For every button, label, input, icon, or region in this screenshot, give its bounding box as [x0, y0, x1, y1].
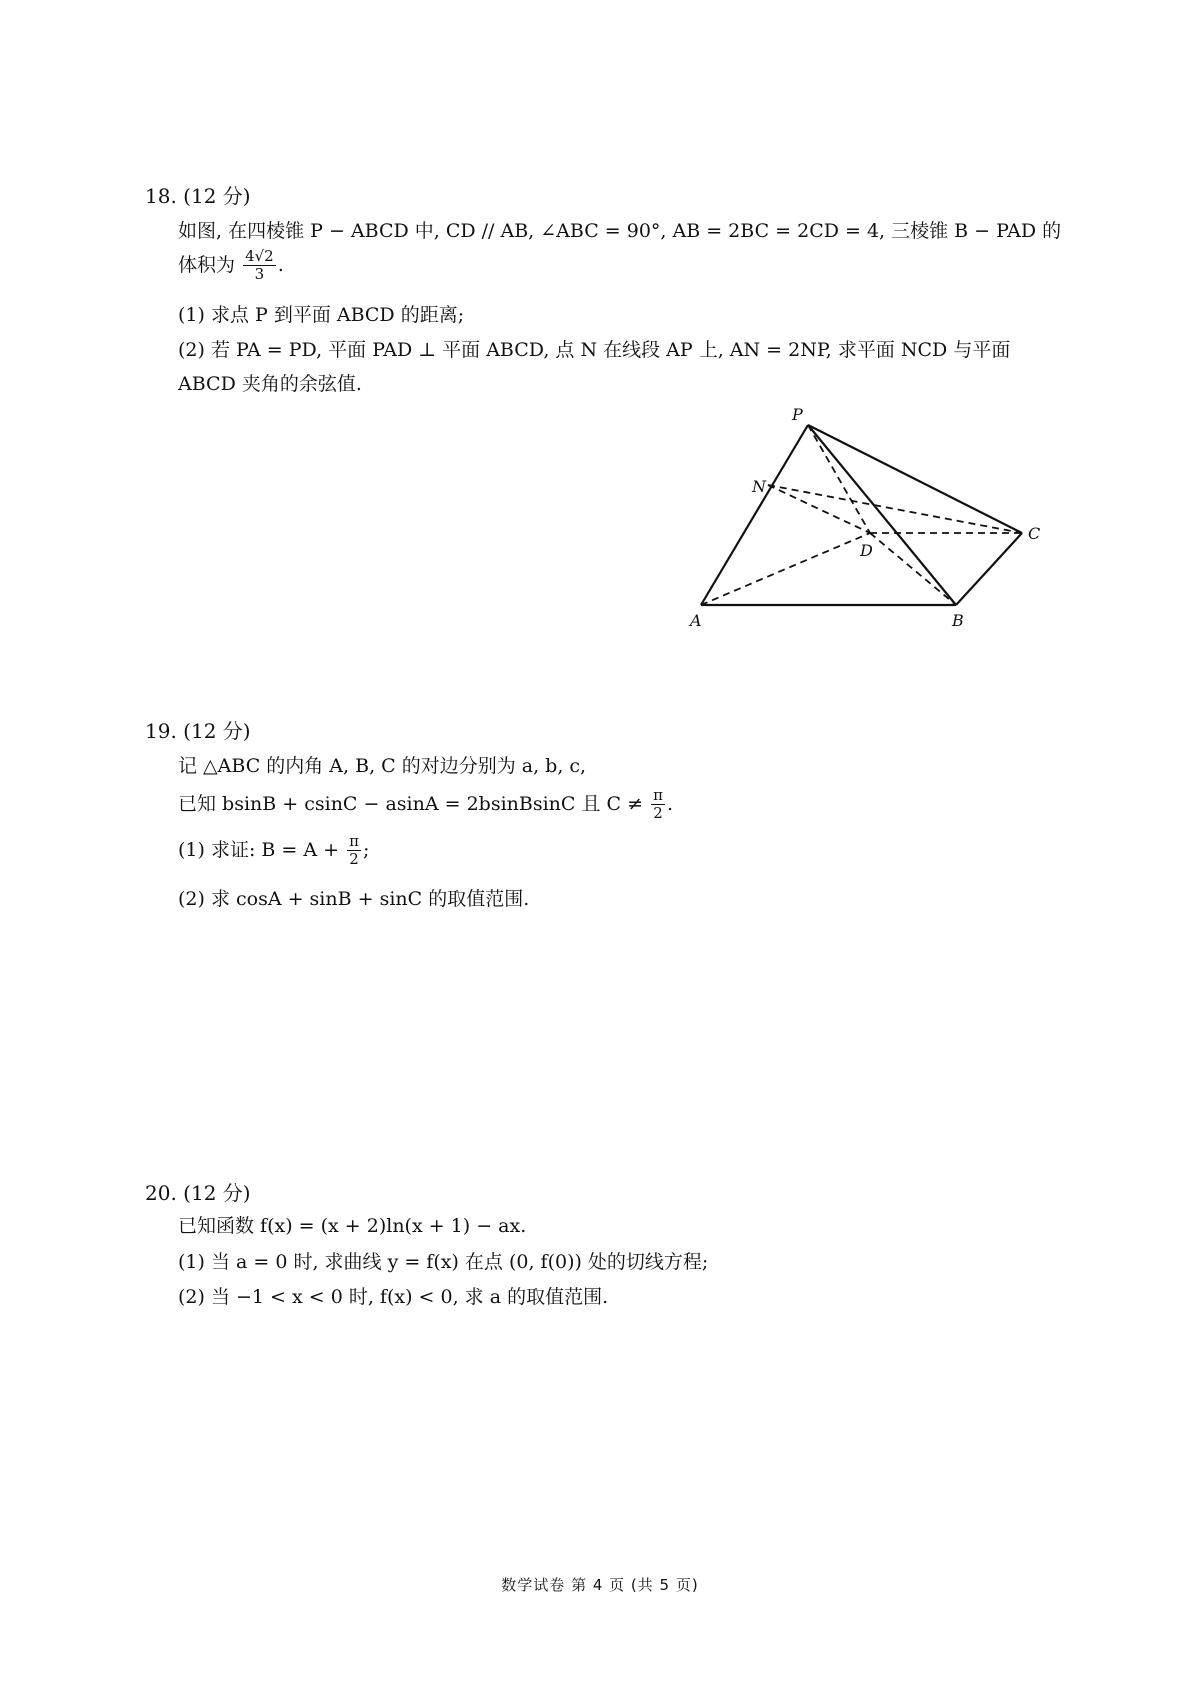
label-C: C — [1028, 524, 1041, 543]
sub-question-2: (2) 求 cosA + sinB + sinC 的取值范围. — [178, 888, 530, 910]
sub-question-1 — [178, 833, 369, 869]
question-number: 20. (12 分) — [145, 1181, 251, 1205]
fraction-numerator: π — [349, 832, 359, 850]
question-stem: 已知函数 f(x) = (x + 2)ln(x + 1) − ax. — [178, 1215, 527, 1237]
question-stem-volume — [178, 248, 284, 284]
edge-DB — [870, 533, 956, 605]
pi-over-2-fraction — [651, 787, 665, 823]
label-A: A — [690, 611, 702, 630]
edge-PA — [701, 425, 808, 605]
edge-NC — [768, 485, 1022, 533]
fraction-numerator: 4√2 — [245, 247, 274, 265]
stem-text: 已知 bsinB + csinC − asinA = 2bsinBsinC 且 C ≠ — [178, 792, 644, 815]
sub-question-1: (1) 求点 P 到平面 ABCD 的距离; — [178, 304, 465, 326]
sub-question-2: (2) 当 −1 < x < 0 时, f(x) < 0, 求 a 的取值范围. — [178, 1286, 609, 1308]
sub-question-2-cont: ABCD 夹角的余弦值. — [178, 373, 362, 395]
fraction-numerator: π — [653, 786, 663, 804]
page-footer: 数学试卷 第 4 页 (共 5 页) — [501, 1576, 699, 1594]
label-N: N — [752, 477, 766, 496]
label-B: B — [952, 611, 964, 630]
sub-question-1: (1) 当 a = 0 时, 求曲线 y = f(x) 在点 (0, f(0)) 处的切线方程; — [178, 1251, 709, 1273]
edge-PC — [808, 425, 1022, 533]
pi-over-2-fraction — [347, 833, 361, 869]
label-P: P — [792, 405, 803, 424]
fraction-denominator: 3 — [254, 265, 265, 284]
stem-text: . — [666, 792, 673, 815]
fraction-denominator: 2 — [653, 804, 663, 823]
sub-question-2: (2) 若 PA = PD, 平面 PAD ⊥ 平面 ABCD, 点 N 在线段 AP 上, AN = 2NP, 求平面 NCD 与平面 — [178, 339, 1011, 361]
stem-text: ; — [362, 838, 370, 861]
edge-PB — [808, 425, 956, 605]
volume-fraction — [243, 248, 276, 284]
question-stem: 如图, 在四棱锥 P − ABCD 中, CD // AB, ∠ABC = 90°, AB = 2BC = 2CD = 4, 三棱锥 B − PAD 的 — [178, 220, 1062, 242]
label-D: D — [860, 541, 873, 560]
question-number: 18. (12 分) — [145, 184, 251, 208]
stem-text: (1) 求证: B = A + — [178, 838, 340, 861]
stem-text: . — [277, 253, 284, 276]
edge-ND — [768, 485, 870, 533]
stem-text: 体积为 — [178, 253, 236, 276]
question-number: 19. (12 分) — [145, 719, 251, 743]
question-stem: 记 △ABC 的内角 A, B, C 的对边分别为 a, b, c, — [178, 755, 587, 777]
edge-BC — [956, 533, 1022, 605]
edge-AD — [701, 533, 870, 605]
pyramid-figure — [660, 400, 1080, 640]
fraction-denominator: 2 — [349, 850, 359, 869]
question-condition — [178, 787, 673, 823]
